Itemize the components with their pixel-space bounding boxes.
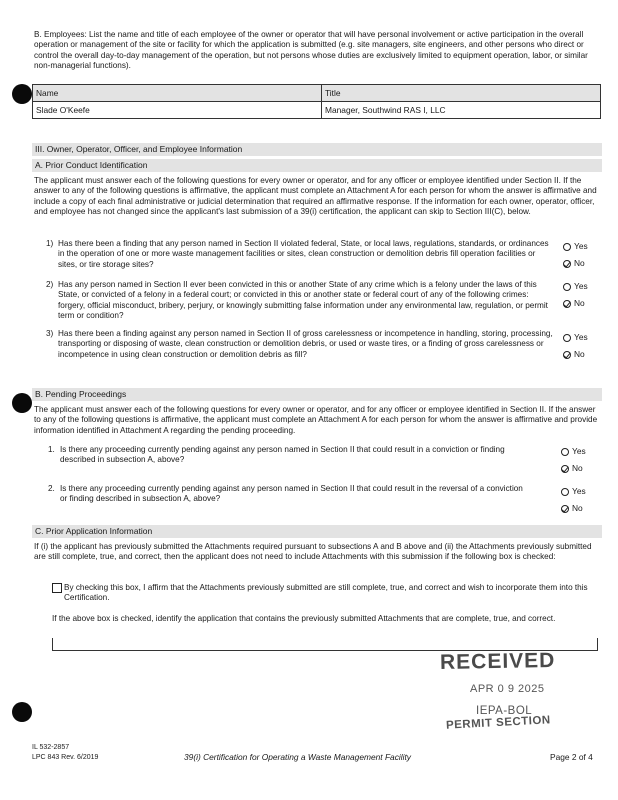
pending-header: B. Pending Proceedings [32, 388, 602, 401]
radio-checked-icon[interactable] [563, 351, 571, 359]
radio-checked-icon[interactable] [561, 505, 569, 513]
employees-table [32, 84, 601, 119]
prior-q2-num: 2) [46, 280, 54, 289]
pending-intro: The applicant must answer each of the following questions for every owner or operator, and for any officer or employee identified in Section II. If the answer to any of the following questions is affirmative, the applicant must complete an Attachment A for each person for whom the answer is affirmative and provide information identified in Attachment A regarding the pending proceeding. [34, 405, 598, 435]
employee-name[interactable]: Slade O'Keefe [33, 102, 322, 119]
section-iii-header: III. Owner, Operator, Officer, and Employee Information [32, 143, 602, 156]
radio-icon[interactable] [563, 283, 571, 291]
prior-q2-no[interactable]: No [563, 298, 585, 309]
radio-icon[interactable] [561, 448, 569, 456]
pending-q1-no[interactable]: No [561, 463, 583, 474]
prior-conduct-header: A. Prior Conduct Identification [32, 159, 602, 172]
pending-q1-num: 1. [48, 445, 55, 454]
prior-q2-yes[interactable]: Yes [563, 281, 588, 292]
prior-application-header: C. Prior Application Information [32, 525, 602, 538]
incorporate-checkbox-label: By checking this box, I affirm that the Attachments previously submitted are still complete, true, and correct and wish to incorporate them into this Certification. [64, 583, 588, 603]
identify-application-text: If the above box is checked, identify the application that contains the previously submitted Attachments that are complete, true, and correct. [52, 614, 556, 623]
prior-q2-text: Has any person named in Section II ever been convicted in this or another State of any crime which is a felony under the laws of this State, or convicted of a felony in a federal court; or convicted in this or another state or federal court of any of the following crimes: forgery, official misconduct, bribery, perjury, or knowingly submitting false information under any environmental law, regulation, or permit term or condition? [58, 280, 548, 321]
prior-q1-num: 1) [46, 239, 54, 248]
col-name-header: Name [33, 85, 322, 102]
pending-q2-text: Is there any proceeding currently pending against any person named in Section II that could result in the reversal of a conviction or finding described in subsection A, above? [60, 484, 523, 504]
radio-checked-icon[interactable] [563, 260, 571, 268]
col-title-header: Title [322, 85, 601, 102]
employee-title[interactable]: Manager, Southwind RAS I, LLC [322, 102, 601, 119]
prior-conduct-intro: The applicant must answer each of the following questions for every owner or operator, and for any officer or employee identified under Section II. If the answer to any of the following questions is affirmative, the applicant must complete an Attachment A for each person for whom the answer is affirmative and include a copy of each final administrative or judicial determination that required an affirmative response. If the information for each owner, operator, officer, and employee has not changed since the applicant's last submission of a 39(i) certification, the applicant can skip to Section III(C), below. [34, 176, 597, 217]
pending-q2-no[interactable]: No [561, 503, 583, 514]
footer-title: 39(i) Certification for Operating a Waste Management Facility [184, 752, 411, 762]
prior-application-intro: If (i) the applicant has previously submitted the Attachments required pursuant to subsections A and B above and (ii) the Attachments previously submitted are still complete, true, and correct, then the applicant does not need to include Attachments with this submission if the following box is checked: [34, 542, 592, 562]
punch-hole [12, 702, 32, 722]
radio-icon[interactable] [563, 243, 571, 251]
radio-checked-icon[interactable] [561, 465, 569, 473]
prior-q3-yes[interactable]: Yes [563, 332, 588, 343]
incorporate-checkbox[interactable] [52, 583, 62, 593]
prior-q3-text: Has there been a finding against any person named in Section II of gross carelessness or incompetence in handling, storing, processing, transporting or disposing of waste, clean construction or demolition debris, or used or waste tires, or a finding of gross carelessness or incompetence in using clean construction or demolition debris as fill? [58, 329, 553, 359]
prior-q1-no[interactable]: No [563, 258, 585, 269]
pending-q2-yes[interactable]: Yes [561, 486, 586, 497]
stamp-office: IEPA-BOL [476, 705, 533, 717]
prior-q3-no[interactable]: No [563, 349, 585, 360]
pending-q2-num: 2. [48, 484, 55, 493]
punch-hole [12, 84, 32, 104]
footer-form-id-1: IL 532-2857 [32, 744, 70, 751]
pending-q1-text: Is there any proceeding currently pending against any person named in Section II that could result in a conviction or finding described in subsection A, above? [60, 445, 505, 465]
radio-icon[interactable] [563, 334, 571, 342]
pending-q1-yes[interactable]: Yes [561, 446, 586, 457]
punch-hole [12, 393, 32, 413]
radio-checked-icon[interactable] [563, 300, 571, 308]
footer-page: Page 2 of 4 [550, 752, 593, 762]
stamp-section: PERMIT SECTION [445, 714, 552, 732]
employees-intro: B. Employees: List the name and title of each employee of the owner or operator that will have personal involvement or active participation in the overall operation or management of the site or facility for which the application is submitted (e.g. site managers, site engineers, and other persons who direct or control the overall day-to-day management of the operation, but not persons whose duties are exclusively limited to equipment operation, labor, or similar non-managerial functions). [34, 30, 588, 71]
stamp-date: APR 0 9 2025 [470, 683, 545, 695]
prior-q1-yes[interactable]: Yes [563, 241, 588, 252]
stamp-received: RECEIVED [439, 648, 556, 675]
table-row [33, 102, 601, 119]
prior-q3-num: 3) [46, 329, 54, 338]
radio-icon[interactable] [561, 488, 569, 496]
footer-form-id-2: LPC 843 Rev. 6/2019 [32, 754, 99, 761]
prior-q1-text: Has there been a finding that any person named in Section II violated federal, State, or local laws, regulations, standards, or ordinances in the operation of one or more waste management facilities or sites, clean construction or demolition debris fill operation facilities or sites, or tire storage sites? [58, 239, 549, 269]
